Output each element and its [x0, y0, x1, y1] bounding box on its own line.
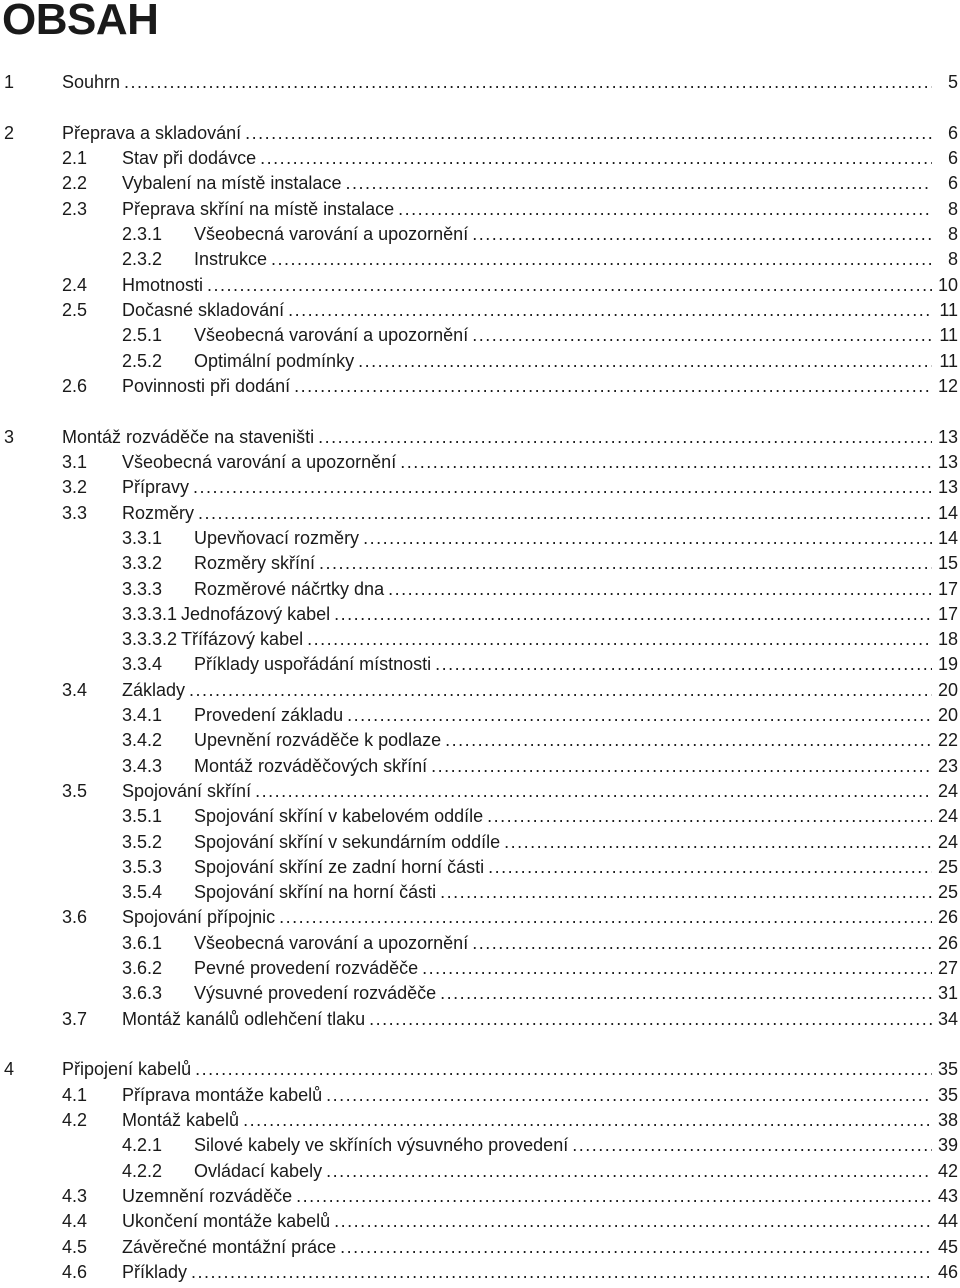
toc-entry-text-group: [122, 374, 932, 399]
toc-entry-title: Montáž kanálů odlehčení tlaku: [122, 1008, 366, 1029]
toc-entry[interactable]: [0, 652, 960, 677]
toc-entry-title: Přípravy: [122, 477, 190, 498]
toc-entry-page-number: 8: [947, 224, 958, 245]
toc-entry-number: 1: [4, 72, 15, 92]
toc-entry-text-group: [194, 880, 932, 905]
toc-entry-label: [122, 602, 330, 627]
toc-entry-text-group: [194, 1159, 932, 1184]
toc-entry-text-group: [122, 1007, 932, 1032]
toc-entry-title: Ukončení montáže kabelů: [122, 1211, 331, 1232]
toc-entry-number: 2.5.2: [122, 350, 163, 371]
toc-entry-number: 4.4: [62, 1211, 88, 1232]
toc-entry-page-number: 19: [937, 654, 958, 675]
dot-leader: [487, 804, 932, 829]
toc-entry[interactable]: [0, 830, 960, 855]
toc-entry[interactable]: [0, 222, 960, 247]
toc-entry-page-number: 35: [937, 1084, 958, 1105]
toc-entry-text-group: [122, 1209, 932, 1234]
toc-entry-page-number: 22: [937, 730, 958, 751]
dot-leader: [279, 905, 932, 930]
toc-entry-page-number: 14: [937, 502, 958, 523]
toc-entry-title: Montáž kabelů: [122, 1110, 240, 1131]
toc-entry-number: 3.3.1: [122, 527, 163, 548]
toc-entry-number: 2.5.1: [122, 325, 163, 346]
toc-entry-title: Připojení kabelů: [62, 1059, 192, 1080]
toc-entry[interactable]: [0, 728, 960, 753]
toc-entry-page-number: 12: [937, 375, 958, 396]
dot-leader: [296, 1184, 932, 1209]
toc-entry-number: 2: [4, 122, 15, 143]
toc-entry[interactable]: [0, 425, 960, 450]
toc-entry-number: 3.2: [62, 477, 88, 498]
toc-entry-title: Uzemnění rozváděče: [122, 1185, 293, 1206]
toc-entry-title: Dočasné skladování: [122, 299, 285, 320]
toc-entry-page-number: 26: [937, 907, 958, 928]
toc-entry-title: Ovládací kabely: [194, 1160, 323, 1181]
toc-entry-text-group: [122, 273, 932, 298]
toc-entry-number: 2.3: [62, 198, 88, 219]
toc-entry-page-number: 23: [937, 755, 958, 776]
toc-entry-page-number: 17: [937, 603, 958, 624]
toc-entry[interactable]: [0, 1057, 960, 1082]
toc-entry-number: 3: [4, 426, 15, 447]
toc-entry[interactable]: [0, 197, 960, 222]
toc-entry[interactable]: [0, 678, 960, 703]
toc-entry-title: Upevnění rozváděče k podlaze: [194, 730, 442, 751]
toc-entry-page-number: 11: [939, 299, 958, 320]
toc-entry[interactable]: [0, 526, 960, 551]
toc-entry-number: 4: [4, 1059, 15, 1080]
toc-entry-number: 3.4.2: [122, 730, 163, 751]
dot-leader: [207, 273, 932, 298]
toc-entry-title: Spojování skříní ze zadní horní části: [194, 856, 485, 877]
toc-entry-title: Všeobecná varování a upozornění: [194, 932, 469, 953]
toc-entry-title: Všeobecná varování a upozornění: [194, 224, 469, 245]
toc-entry-text-group: [194, 652, 932, 677]
toc-entry-text-group: [62, 70, 932, 95]
toc-entry[interactable]: [0, 374, 960, 399]
toc-entry-page-number: 20: [937, 705, 958, 726]
toc-entry[interactable]: [0, 298, 960, 323]
toc-entry-page-number: 45: [937, 1236, 958, 1257]
toc-entry-page-number: 18: [937, 629, 958, 650]
toc-entry-number: 2.1: [62, 148, 88, 169]
toc-entry-number: 3.6.3: [122, 983, 163, 1004]
toc-entry-page-number: 39: [937, 1135, 958, 1156]
toc-entry-title: Přeprava a skladování: [62, 122, 242, 143]
dot-leader: [245, 121, 932, 146]
toc-entry[interactable]: [0, 70, 960, 95]
toc-entry-text-group: [122, 779, 932, 804]
toc-entry-title: Optimální podmínky: [194, 350, 355, 371]
dot-leader: [193, 475, 932, 500]
toc-entry-page-number: 27: [937, 957, 958, 978]
dot-leader: [255, 779, 932, 804]
toc-entry-title: Přeprava skříní na místě instalace: [122, 198, 395, 219]
page-title: OBSAH: [2, 0, 159, 44]
dot-leader: [124, 70, 932, 95]
toc-entry-page-number: 8: [947, 249, 958, 270]
toc-entry-number: 3.5.2: [122, 831, 163, 852]
dot-leader: [472, 222, 932, 247]
toc-entry-text-group: [122, 1235, 932, 1260]
toc-entry-title: Spojování skříní v kabelovém oddíle: [194, 806, 484, 827]
toc-entry-number: 3.4.3: [122, 755, 163, 776]
toc-entry[interactable]: [0, 931, 960, 956]
dot-leader: [318, 425, 932, 450]
toc-entry-text-group: [194, 1133, 932, 1158]
dot-leader: [488, 855, 932, 880]
dot-leader: [363, 526, 932, 551]
toc-entry-number: 3.3.3: [122, 578, 163, 599]
toc-entry-number: 3.5.1: [122, 806, 163, 827]
toc-entry-page-number: 44: [937, 1211, 958, 1232]
toc-entry[interactable]: [0, 981, 960, 1006]
dot-leader: [198, 501, 932, 526]
toc-entry-page-number: 25: [937, 882, 958, 903]
toc-entry-number: 2.2: [62, 173, 88, 194]
toc-entry[interactable]: [0, 1108, 960, 1133]
dot-leader: [398, 197, 932, 222]
toc-entry-number: 3.3.3.2: [122, 629, 178, 650]
toc-entry-page-number: 14: [937, 527, 958, 548]
toc-entry-title: Příklady uspořádání místnosti: [194, 654, 432, 675]
table-of-contents: [0, 70, 960, 1285]
toc-entry[interactable]: [0, 627, 960, 652]
toc-entry-text-group: [194, 728, 932, 753]
toc-entry-text-group: [194, 804, 932, 829]
toc-entry-text-group: [122, 171, 932, 196]
toc-entry[interactable]: [0, 1235, 960, 1260]
toc-entry-title: Rozměry skříní: [194, 553, 316, 574]
dot-leader: [334, 602, 932, 627]
toc-entry-text-group: [194, 931, 932, 956]
toc-entry-text-group: [62, 1057, 932, 1082]
toc-entry-title: Spojování skříní na horní části: [194, 882, 437, 903]
toc-entry-text-group: [194, 754, 932, 779]
toc-entry-title: Jednofázový kabel: [181, 603, 331, 624]
toc-entry-label: [122, 627, 303, 652]
dot-leader: [472, 323, 932, 348]
toc-entry-text-group: [194, 526, 932, 551]
dot-leader: [195, 1057, 932, 1082]
toc-entry[interactable]: [0, 1007, 960, 1032]
toc-entry-page-number: 38: [937, 1110, 958, 1131]
toc-entry-page-number: 42: [937, 1160, 958, 1181]
toc-entry-text-group: [194, 855, 932, 880]
toc-entry[interactable]: [0, 146, 960, 171]
toc-entry-page-number: 24: [937, 831, 958, 852]
toc-entry[interactable]: [0, 551, 960, 576]
toc-entry-title: Povinnosti při dodání: [122, 375, 291, 396]
toc-entry-number: 4.2: [62, 1110, 88, 1131]
toc-entry[interactable]: [0, 273, 960, 298]
toc-entry[interactable]: [0, 475, 960, 500]
toc-entry-title: Třífázový kabel: [181, 629, 304, 650]
toc-entry-page-number: 15: [937, 553, 958, 574]
toc-entry-text-group: [194, 222, 932, 247]
toc-entry-title: Základy: [122, 679, 186, 700]
toc-entry[interactable]: [0, 602, 960, 627]
toc-entry-page-number: 6: [947, 148, 958, 169]
toc-entry[interactable]: [0, 501, 960, 526]
toc-entry-page-number: 20: [937, 679, 958, 700]
dot-leader: [288, 298, 932, 323]
toc-entry-text-group: [122, 146, 932, 171]
toc-entry-page-number: 35: [937, 1059, 958, 1080]
toc-entry[interactable]: [0, 1209, 960, 1234]
toc-entry-title: Montáž rozváděče na staveništi: [62, 426, 315, 447]
toc-entry-text-group: [194, 551, 932, 576]
dot-leader: [504, 830, 932, 855]
dot-leader: [326, 1083, 932, 1108]
toc-entry[interactable]: [0, 1083, 960, 1108]
toc-entry-number: 3.6: [62, 907, 88, 928]
dot-leader: [358, 349, 932, 374]
toc-entry-title: Výsuvné provedení rozváděče: [194, 983, 437, 1004]
toc-entry-title: Provedení základu: [194, 705, 344, 726]
toc-entry-title: Upevňovací rozměry: [194, 527, 360, 548]
dot-leader: [243, 1108, 932, 1133]
toc-entry-title: Všeobecná varování a upozornění: [122, 452, 397, 473]
toc-entry-page-number: 8: [947, 198, 958, 219]
toc-entry-text-group: [194, 981, 932, 1006]
toc-entry[interactable]: [0, 703, 960, 728]
toc-entry[interactable]: [0, 121, 960, 146]
dot-leader: [345, 171, 932, 196]
toc-entry[interactable]: [0, 450, 960, 475]
toc-entry-text-group: [122, 1108, 932, 1133]
toc-entry-text-group: [194, 323, 932, 348]
toc-entry-number: 4.5: [62, 1236, 88, 1257]
toc-entry-title: Vybalení na místě instalace: [122, 173, 342, 194]
toc-entry-text-group: [122, 1184, 932, 1209]
toc-entry-title: Spojování přípojnic: [122, 907, 276, 928]
dot-leader: [472, 931, 932, 956]
toc-entry[interactable]: [0, 1184, 960, 1209]
toc-entry-title: Příprava montáže kabelů: [122, 1084, 323, 1105]
toc-entry-number: 2.4: [62, 274, 88, 295]
toc-entry-title: Stav při dodávce: [122, 148, 257, 169]
toc-entry-page-number: 31: [937, 983, 958, 1004]
toc-entry-number: 3.6.1: [122, 932, 163, 953]
toc-entry-number: 3.5: [62, 780, 88, 801]
toc-entry-title: Spojování skříní: [122, 780, 252, 801]
dot-leader: [319, 551, 932, 576]
dot-leader: [260, 146, 932, 171]
toc-entry-page-number: 25: [937, 856, 958, 877]
dot-leader: [400, 450, 932, 475]
toc-entry[interactable]: [0, 247, 960, 272]
toc-entry-page-number: 13: [937, 452, 958, 473]
toc-entry-text-group: [122, 197, 932, 222]
toc-entry-title: Hmotnosti: [122, 274, 204, 295]
toc-entry[interactable]: [0, 905, 960, 930]
toc-entry-number: 3.1: [62, 452, 88, 473]
toc-entry-title: Závěrečné montážní práce: [122, 1236, 337, 1257]
dot-leader: [440, 981, 932, 1006]
toc-entry-page-number: 17: [937, 578, 958, 599]
toc-entry[interactable]: [0, 323, 960, 348]
toc-entry-page-number: 24: [937, 780, 958, 801]
toc-entry-page-number: 6: [947, 173, 958, 194]
toc-entry-number: 2.3.1: [122, 224, 163, 245]
toc-entry-number: 3.3.2: [122, 553, 163, 574]
toc-entry-title: Všeobecná varování a upozornění: [194, 325, 469, 346]
toc-entry-text-group: [122, 475, 932, 500]
toc-entry-number: 3.3.4: [122, 654, 163, 675]
toc-entry-page-number: 34: [937, 1008, 958, 1029]
toc-entry-number: 3.6.2: [122, 957, 163, 978]
toc-entry-text-group: [122, 450, 932, 475]
dot-leader: [431, 754, 932, 779]
toc-entry[interactable]: [0, 855, 960, 880]
dot-leader: [347, 703, 932, 728]
toc-entry[interactable]: [0, 804, 960, 829]
toc-entry[interactable]: [0, 1133, 960, 1158]
toc-entry-text-group: [194, 349, 932, 374]
dot-leader: [191, 1260, 932, 1285]
dot-leader: [294, 374, 932, 399]
toc-entry-number: 4.6: [62, 1261, 88, 1282]
toc-entry-text-group: [122, 602, 932, 627]
dot-leader: [334, 1209, 932, 1234]
toc-entry-title: Příklady: [122, 1261, 188, 1282]
toc-entry-text-group: [122, 1260, 932, 1285]
toc-entry-number: 4.2.2: [122, 1160, 163, 1181]
dot-leader: [369, 1007, 932, 1032]
toc-entry-text-group: [122, 627, 932, 652]
toc-entry-title: Souhrn: [62, 72, 121, 92]
dot-leader: [445, 728, 932, 753]
toc-entry-title: Silové kabely ve skříních výsuvného provedení: [194, 1135, 569, 1156]
toc-entry-text-group: [122, 905, 932, 930]
toc-entry-title: Rozměrové náčrtky dna: [194, 578, 385, 599]
dot-leader: [422, 956, 932, 981]
toc-entry-text-group: [194, 577, 932, 602]
toc-entry-page-number: 46: [937, 1261, 958, 1282]
toc-entry-number: 3.5.3: [122, 856, 163, 877]
toc-entry[interactable]: [0, 171, 960, 196]
toc-entry[interactable]: [0, 1260, 960, 1285]
toc-entry-page-number: 10: [937, 274, 958, 295]
toc-entry[interactable]: [0, 1159, 960, 1184]
toc-entry-page-number: 26: [937, 932, 958, 953]
toc-entry-title: Montáž rozváděčových skříní: [194, 755, 428, 776]
toc-entry[interactable]: [0, 779, 960, 804]
toc-entry-text-group: [194, 247, 932, 272]
dot-leader: [271, 247, 932, 272]
toc-entry-title: Pevné provedení rozváděče: [194, 957, 419, 978]
toc-entry-text-group: [122, 298, 932, 323]
toc-entry-text-group: [122, 678, 932, 703]
dot-leader: [440, 880, 932, 905]
dot-leader: [326, 1159, 932, 1184]
toc-entry-page-number: 13: [937, 426, 958, 447]
toc-entry-page-number: 5: [947, 72, 958, 92]
toc-entry-title: Rozměry: [122, 502, 195, 523]
toc-entry-text-group: [122, 501, 932, 526]
toc-entry-number: 2.6: [62, 375, 88, 396]
toc-entry-number: 3.7: [62, 1008, 88, 1029]
toc-entry[interactable]: [0, 577, 960, 602]
toc-entry-number: 3.5.4: [122, 882, 163, 903]
toc-entry-page-number: 6: [947, 122, 958, 143]
toc-entry[interactable]: [0, 956, 960, 981]
dot-leader: [435, 652, 932, 677]
toc-entry[interactable]: [0, 880, 960, 905]
dot-leader: [340, 1235, 932, 1260]
dot-leader: [189, 678, 932, 703]
toc-entry-page-number: 24: [937, 806, 958, 827]
toc-entry-text-group: [194, 703, 932, 728]
toc-entry-text-group: [62, 121, 932, 146]
toc-entry-page-number: 11: [939, 325, 958, 346]
toc-entry-number: 2.3.2: [122, 249, 163, 270]
dot-leader: [388, 577, 932, 602]
toc-entry-number: 3.3: [62, 502, 88, 523]
toc-entry-page-number: 43: [937, 1185, 958, 1206]
dot-leader: [307, 627, 932, 652]
toc-entry-title: Instrukce: [194, 249, 268, 270]
toc-entry-number: 3.4.1: [122, 705, 163, 726]
toc-entry-page-number: 11: [939, 350, 958, 371]
toc-entry[interactable]: [0, 349, 960, 374]
toc-entry-text-group: [62, 425, 932, 450]
toc-entry-page-number: 13: [937, 477, 958, 498]
toc-entry-number: 3.3.3.1: [122, 603, 178, 624]
toc-entry-number: 4.3: [62, 1185, 88, 1206]
dot-leader: [572, 1133, 932, 1158]
toc-entry-text-group: [122, 1083, 932, 1108]
toc-entry-number: 4.2.1: [122, 1135, 163, 1156]
toc-entry-text-group: [194, 830, 932, 855]
toc-entry[interactable]: [0, 754, 960, 779]
toc-entry-title: Spojování skříní v sekundárním oddíle: [194, 831, 501, 852]
toc-entry-number: 3.4: [62, 679, 88, 700]
toc-entry-number: 4.1: [62, 1084, 88, 1105]
toc-entry-number: 2.5: [62, 299, 88, 320]
toc-entry-text-group: [194, 956, 932, 981]
